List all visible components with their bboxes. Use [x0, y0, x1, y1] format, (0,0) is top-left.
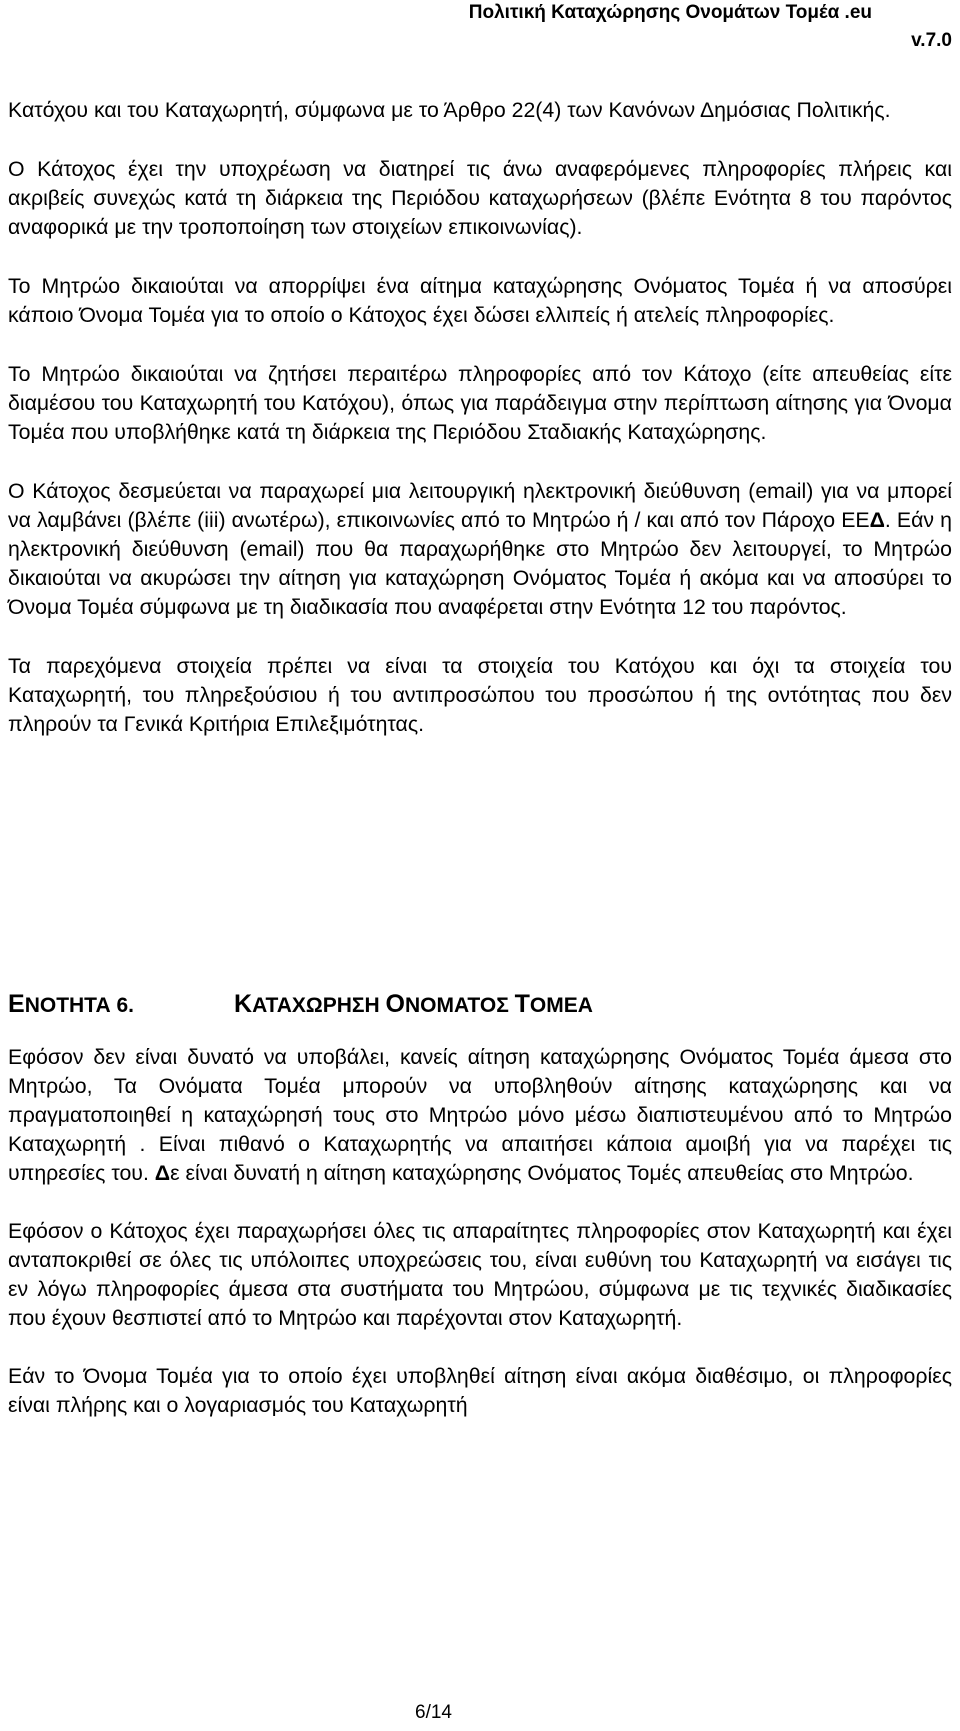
page-footer: [0, 1702, 960, 1731]
section-heading: [8, 990, 952, 1024]
section-paragraph-3: Εάν το Όνομα Τομέα για το οποίο έχει υποβληθεί αίτηση είναι ακόμα διαθέσιμο, οι πληροφορίες είναι πλήρης και ο λογαριασμός του Καταχωρητή: [8, 1364, 952, 1417]
paragraph-6: Τα παρεχόμενα στοιχεία πρέπει να είναι τα στοιχεία του Κατόχου και όχι τα στοιχεία του Καταχωρητή, του πληρεξούσιου ή του αντιπροσώπου του προσώπου ή της οντότητας που δεν πληρούν τα Γενικά Κριτήρια Επιλεξιμότητας.: [8, 654, 952, 736]
section-paragraph-1: [8, 1043, 952, 1188]
section-title: [234, 990, 593, 1019]
section-title-initial-3: Τ: [514, 990, 530, 1018]
document-title: Πολιτική Καταχώρησης Ονομάτων Τομέα .eu: [468, 2, 872, 23]
section-body: [8, 1043, 952, 1449]
paragraph-5-bold-letter: Δ: [869, 508, 885, 532]
document-body: [8, 96, 952, 769]
page-number: 6/14: [415, 1702, 452, 1723]
section-paragraph-2: Εφόσον ο Κάτοχος έχει παραχωρήσει όλες τις απαραίτητες πληροφορίες στον Καταχωρητή και έχει ανταποκριθεί σε όλες τις υπόλοιπες υποχρεώσεις του, είναι ευθύνη του Καταχωρητή να εισάγει τις εν λόγω πληροφορίες άμεσα στα συστήματα του Μητρώου, σύμφωνα με τις τεχνικές διαδικασίες που έχουν θεσπιστεί από το Μητρώο και παρέχονται στον Καταχωρητή.: [8, 1219, 952, 1330]
paragraph-2: Ο Κάτοχος έχει την υποχρέωση να διατηρεί τις άνω αναφερόμενες πληροφορίες πλήρεις και ακριβείς συνεχώς κατά τη διάρκεια της Περιόδου καταχωρήσεων (βλέπε Ενότητα 8 του παρόντος αναφορικά με την τροποποίηση των στοιχείων επικοινωνίας).: [8, 157, 952, 239]
paragraph-1: Κατόχου και του Καταχωρητή, σύμφωνα με το Άρθρο 22(4) των Κανόνων Δημόσιας Πολιτικής.: [8, 98, 891, 122]
section-number: [8, 990, 134, 1019]
section-paragraph-1-text-a: Εφόσον δεν είναι δυνατό να υποβάλει, κανείς αίτηση καταχώρησης Ονόματος Τομέα άμεσα στο Μητρώο, Τα Ονόματα Τομέα μπορούν να υποβληθούν αίτησης καταχώρησης και να πραγματοποιηθεί η καταχώρησή τους στο Μητρώο μόνο μέσω διαπιστευμένου από το Μητρώο Καταχωρητή . Είναι πιθανό ο Καταχωρητής να απαιτήσει κάποια αμοιβή για να παρέχει τις υπηρεσίες του.: [8, 1045, 952, 1185]
paragraph-3: Το Μητρώο δικαιούται να απορρίψει ένα αίτημα καταχώρησης Ονόματος Τομέα ή να αποσύρει κάποιο Όνομα Τομέα για το οποίο ο Κάτοχος έχει δώσει ελλιπείς ή ατελείς πληροφορίες.: [8, 274, 952, 327]
section-paragraph-1-bold-letter: Δ: [154, 1161, 171, 1185]
section-number-rest: ΝΟΤΗΤΑ 6.: [24, 994, 134, 1017]
section-paragraph-1-text-b: ε είναι δυνατή η αίτηση καταχώρησης Ονόματος Τομές απευθείας στο Μητρώο.: [170, 1161, 914, 1185]
paragraph-5: [8, 477, 952, 622]
paragraph-4: Το Μητρώο δικαιούται να ζητήσει περαιτέρω πληροφορίες από τον Κάτοχο (είτε απευθείας είτε διαμέσου του Καταχωρητή του Κατόχου), όπως για παράδειγμα στην περίπτωση αίτησης για Όνομα Τομέα που υποβλήθηκε κατά τη διάρκεια της Περιόδου Σταδιακής Καταχώρησης.: [8, 362, 952, 444]
page-header: [0, 0, 960, 54]
paragraph-5-text-a: Ο Κάτοχος δεσμεύεται να παραχωρεί μια λειτουργική ηλεκτρονική διεύθυνση (email) για να μπορεί να λαμβάνει (βλέπε (iii) ανωτέρω), επικοινωνίες από το Μητρώο ή / και από τον Πάροχο ΕΕ: [8, 479, 952, 532]
section-title-rest-3: ΟΜΕΑ: [529, 994, 593, 1017]
section-title-initial-1: Κ: [234, 990, 253, 1018]
section-title-rest-2: ΝΟΜΑΤΟΣ: [405, 994, 515, 1017]
section-number-initial: Ε: [8, 990, 25, 1018]
section-title-rest-1: ΑΤΑΧΩΡΗΣΗ: [252, 994, 386, 1017]
paragraph-5-text-b: . Εάν η ηλεκτρονική διεύθυνση (email) που θα παραχωρήθηκε στο Μητρώο δεν λειτουργεί, το Μητρώο δικαιούται να ακυρώσει την αίτηση για καταχώρηση Ονόματος Τομέα ή ακόμα και να αποσύρει το Όνομα Τομέα σύμφωνα με τη διαδικασία που αναφέρεται στην Ενότητα 12 του παρόντος.: [8, 508, 952, 619]
section-title-initial-2: Ο: [385, 990, 405, 1018]
document-version: v.7.0: [911, 30, 952, 51]
